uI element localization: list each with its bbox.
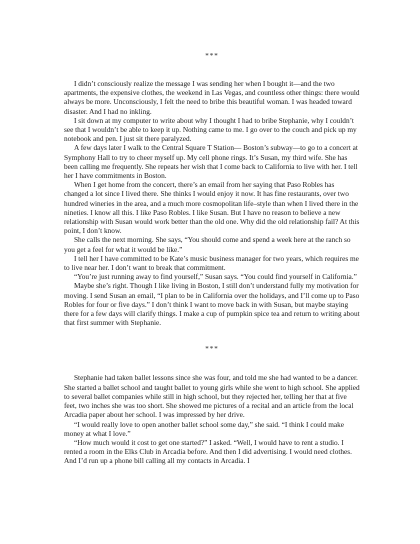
paragraph: Stephanie had taken ballet lessons since she was four, and told me she had wanted to be a dancer. She started a ballet school and taught ballet to young girls while she went to high school. She applied to several ballet companies while still in high school, but they rejected her, telling her that at five feet, two inches she was too short. She showed me pictures of a recital and an article from the local Arcadia paper about her school. I was impressed by her drive. <box>64 373 360 420</box>
paragraph: I tell her I have committed to be Kate’s music business manager for two years, which requires me to live near her. I don’t want to break that commitment. <box>64 253 359 273</box>
section-separator-top: *** <box>205 52 219 60</box>
paragraph: “You’re just running away to find yourself,” Susan says. “You could find yourself in California.” <box>74 272 357 282</box>
section-separator-middle: *** <box>205 345 219 354</box>
paragraph: I sit down at my computer to write about why I thought I had to bribe Stephanie, why I couldn’t see that I wouldn’t be able to keep it up. Nothing came to me. I go over to the couch and pick up my notebook and pen. I just sit there paralyzed. <box>64 115 357 144</box>
section-one <box>64 79 360 327</box>
paragraph: A few days later I walk to the Central Square T Station— Boston’s subway—to go to a concert at Symphony Hall to try to cheer myself up. My cell phone rings. It’s Susan, my third wife. She has been calling me frequently. She repeats her wish that I come back to California to live with her. I tell her I have commitments in Boston. <box>64 143 358 181</box>
paragraph: “I would really love to open another ballet school some day,” she said. “I think I could make money at what I love.” <box>64 419 345 438</box>
section-two <box>64 373 360 465</box>
paragraph: Maybe she’s right. Though I like living in Boston, I still don’t understand fully my motivation for moving. I send Susan an email, “I plan to be in California over the holidays, and I’ll come up to Paso Robles for four or five days.” I don’t think I want to move back in with Susan, but maybe staying there for a few days will clarify things. I make a cup of pumpkin spice tea and return to writing about that first summer with Stephanie. <box>64 281 360 328</box>
paragraph: When I get home from the concert, there’s an email from her saying that Paso Robles has changed a lot since I lived there. She thinks I would enjoy it now. It has fine restaurants, over two hundred wineries in the area, and a much more cosmopolitan life–style than when I lived there in the nineties. I know all this. I like Paso Robles. I like Susan. But I have no reason to believe a new relationship with Susan would work better than the old one. Why did the old relationship fail? At this point, I don’t know. <box>64 180 360 236</box>
paragraph: She calls the next morning. She says, “You should come and spend a week here at the ranch so you get a feel for what it would be like.” <box>64 235 351 254</box>
paragraph: I didn’t consciously realize the message I was sending her when I bought it—and the two apartments, the expensive clothes, the weekend in Las Vegas, and countless other things: there would always be more. Unconsciously, I felt the need to bribe this beautiful woman. I was headed toward disaster. And I had no inkling. <box>64 79 360 116</box>
paragraph: “How much would it cost to get one started?” I asked. “Well, I would have to rent a studio. I rented a room in the Elks Club in Arcadia before. And then I did advertising. I would need clothes. And I’d run up a phone bill calling all my contacts in Arcadia. I <box>64 437 352 466</box>
